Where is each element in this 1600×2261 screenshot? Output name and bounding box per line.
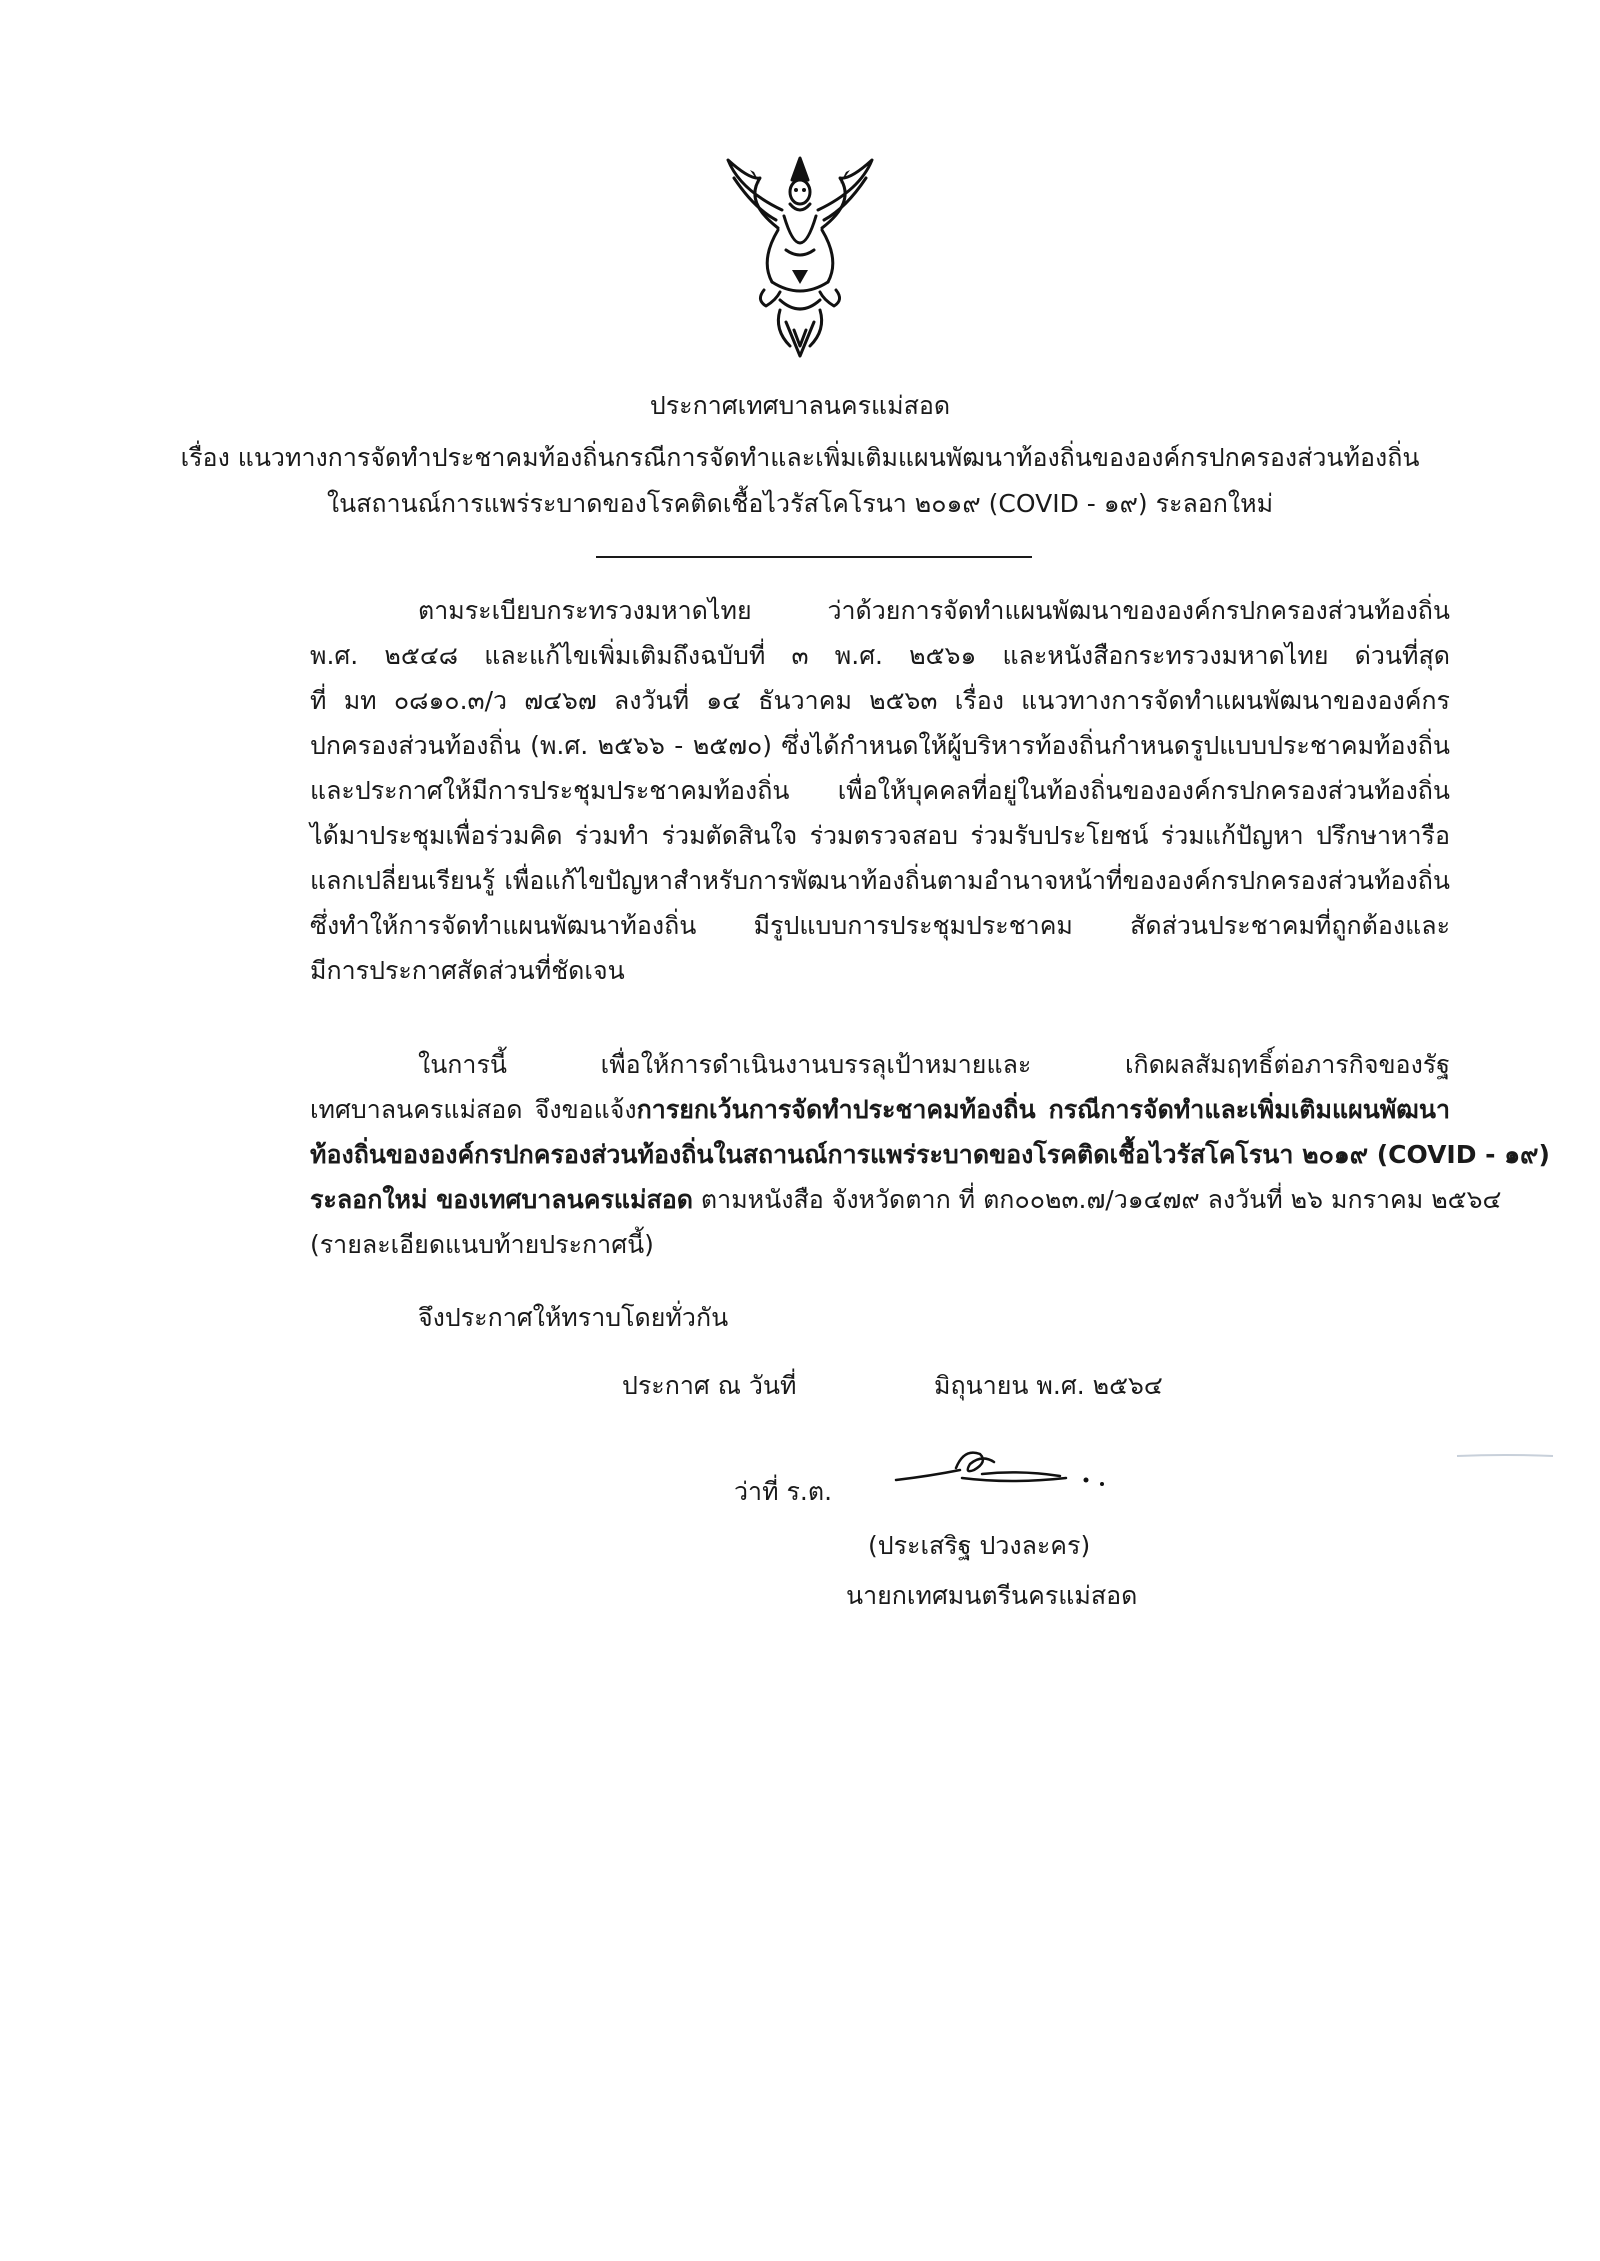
paragraph-2-line [310,1177,1502,1222]
paragraph-1-line: ปกครองส่วนท้องถิ่น (พ.ศ. ๒๕๖๖ - ๒๕๗๐) ซึ่งได้กำหนดให้ผู้บริหารท้องถิ่นกำหนดรูปแบบประชาคมท้องถิ่น [310,731,1450,760]
scan-artifact-line [1455,1452,1555,1460]
announcement-issuer: ประกาศเทศบาลนครแม่สอด [649,391,951,420]
paragraph-1-line: ที่ มท ๐๘๑๐.๓/ว ๗๔๖๗ ลงวันที่ ๑๔ ธันวาคม ๒๕๖๓ เรื่อง แนวทางการจัดทำแผนพัฒนาขององค์กร [310,686,1450,715]
paragraph-2-line: ในการนี้ เพื่อให้การดำเนินงานบรรลุเป้าหมายและ เกิดผลสัมฤทธิ์ต่อภารกิจของรัฐ [418,1050,1450,1079]
paragraph-1-line: ตามระเบียบกระทรวงมหาดไทย ว่าด้วยการจัดทำแผนพัฒนาขององค์กรปกครองส่วนท้องถิ่น [418,596,1450,625]
paragraph-2-bold-line: ท้องถิ่นขององค์กรปกครองส่วนท้องถิ่นในสถานณ์การแพร่ระบาดของโรคติดเชื้อไวรัสโคโรนา ๒๐๑๙ (COVID - ๑๙) [310,1140,1550,1169]
paragraph-2-text: ตามหนังสือ จังหวัดตาก ที่ ตก๐๐๒๓.๗/ว๑๔๗๙ ลงวันที่ ๒๖ มกราคม ๒๕๖๔ [692,1185,1502,1214]
dateline-month-year: มิถุนายน พ.ศ. ๒๕๖๔ [934,1371,1163,1400]
paragraph-2-bold-text: ระลอกใหม่ ของเทศบาลนครแม่สอด [310,1185,693,1214]
paragraph-2-line: (รายละเอียดแนบท้ายประกาศนี้) [310,1230,654,1259]
paragraph-1-line: แลกเปลี่ยนเรียนรู้ เพื่อแก้ไขปัญหาสำหรับการพัฒนาท้องถิ่นตามอำนาจหน้าที่ขององค์กรปกครองส่วนท้องถิ่น [310,866,1450,895]
paragraph-1-line: พ.ศ. ๒๕๔๘ และแก้ไขเพิ่มเติมถึงฉบับที่ ๓ พ.ศ. ๒๕๖๑ และหนังสือกระทรวงมหาดไทย ด่วนที่สุด [310,641,1450,670]
signatory-rank: ว่าที่ ร.ต. [734,1477,833,1506]
handwritten-signature [890,1440,1130,1500]
paragraph-2-bold-text: การยกเว้นการจัดทำประชาคมท้องถิ่น กรณีการจัดทำและเพิ่มเติมแผนพัฒนา [636,1095,1450,1124]
notice-text: จึงประกาศให้ทราบโดยทั่วกัน [418,1303,729,1332]
signatory-name: (ประเสริฐ ปวงละคร) [868,1531,1091,1560]
paragraph-2 [310,1042,1550,1267]
subject-line-1: เรื่อง แนวทางการจัดทำประชาคมท้องถิ่นกรณีการจัดทำและเพิ่มเติมแผนพัฒนาท้องถิ่นขององค์กรปกครองส่วนท้องถิ่น [180,443,1420,472]
paragraph-1-line: และประกาศให้มีการประชุมประชาคมท้องถิ่น เพื่อให้บุคคลที่อยู่ในท้องถิ่นขององค์กรปกครองส่วนท้องถิ่น [310,776,1450,805]
header-divider [596,556,1032,558]
signatory-title: นายกเทศมนตรีนครแม่สอด [846,1581,1138,1610]
paragraph-1-line: มีการประกาศสัดส่วนที่ชัดเจน [310,956,625,985]
paragraph-2-line [310,1087,1450,1132]
paragraph-1-line: ซึ่งทำให้การจัดทำแผนพัฒนาท้องถิ่น มีรูปแบบการประชุมประชาคม สัดส่วนประชาคมที่ถูกต้องและ [310,911,1450,940]
dateline-prefix: ประกาศ ณ วันที่ [622,1371,797,1400]
paragraph-1-line: ได้มาประชุมเพื่อร่วมคิด ร่วมทำ ร่วมตัดสินใจ ร่วมตรวจสอบ ร่วมรับประโยชน์ ร่วมแก้ปัญหา ปรึกษาหารือ [310,821,1450,850]
paragraph-1 [310,588,1450,993]
subject-line-2: ในสถานณ์การแพร่ระบาดของโรคติดเชื้อไวรัสโคโรนา ๒๐๑๙ (COVID - ๑๙) ระลอกใหม่ [326,489,1274,518]
paragraph-2-text: เทศบาลนครแม่สอด จึงขอแจ้ง [310,1095,637,1124]
garuda-emblem-icon [720,150,880,360]
